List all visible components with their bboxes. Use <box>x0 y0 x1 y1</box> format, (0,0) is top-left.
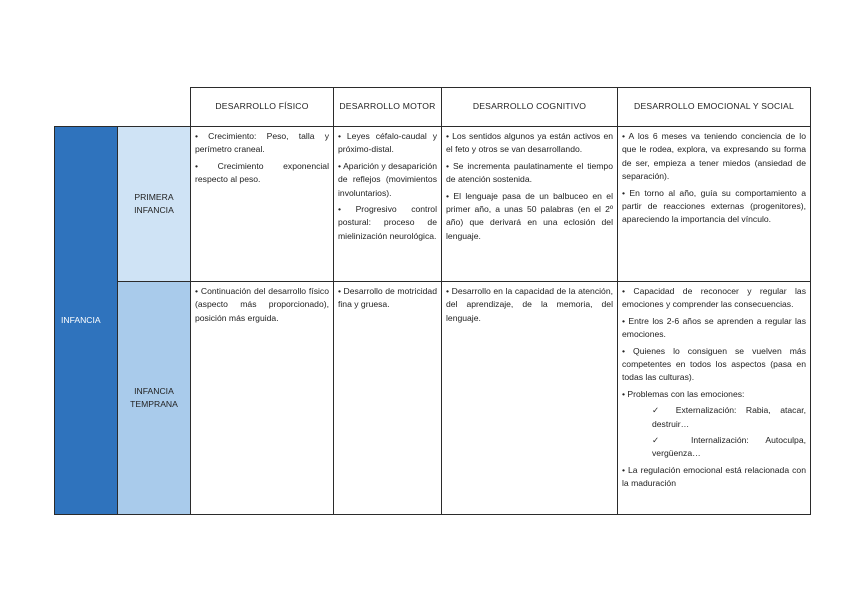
stage-label: INFANCIA <box>55 127 118 515</box>
bullet-item: • Continuación del desarrollo físico (aspecto más proporcionado), posición más erguida. <box>195 286 329 323</box>
table-row <box>55 282 811 515</box>
bullet-item: • Crecimiento exponencial respecto al peso. <box>195 160 329 185</box>
substage-label: PRIMERA INFANCIA <box>118 127 191 282</box>
cell-fisico <box>191 127 334 282</box>
header-row <box>55 88 811 127</box>
empty-corner-cell <box>118 88 191 127</box>
bullet-item: • Desarrollo en la capacidad de la atención, del aprendizaje, de la memoria, del lenguaje. <box>446 286 613 323</box>
cell-cognitivo <box>442 127 618 282</box>
bullet-item: • Quienes lo consiguen se vuelven más competentes en todos los aspectos (pasa en todas las culturas). <box>622 345 806 383</box>
check-item: ✓ Internalización: Autoculpa, vergüenza… <box>652 435 806 459</box>
bullet-item: • Problemas con las emociones: <box>622 388 745 399</box>
cell-fisico <box>191 282 334 515</box>
bullet-item: • A los 6 meses va teniendo conciencia de lo que le rodea, explora, va expresando su forma de ser, empieza a tener miedos (ansiedad de separación). <box>622 131 806 182</box>
header-cognitivo: DESARROLLO COGNITIVO <box>442 88 618 127</box>
header-emocional: DESARROLLO EMOCIONAL Y SOCIAL <box>618 88 811 127</box>
check-item: ✓ Externalización: Rabia, atacar, destruir… <box>652 405 806 429</box>
cell-motor <box>334 127 442 282</box>
bullet-item: • Progresivo control postural: proceso de mielinización neurológica. <box>338 204 437 241</box>
empty-corner-cell <box>55 88 118 127</box>
bullet-item: • El lenguaje pasa de un balbuceo en el primer año, a unas 50 palabras (en el 2º año) que derivará en una eclosión del lenguaje. <box>446 190 613 241</box>
header-fisico: DESARROLLO FÍSICO <box>191 88 334 127</box>
header-motor: DESARROLLO MOTOR <box>334 88 442 127</box>
bullet-item: • Se incrementa paulatinamente el tiempo de atención sostenida. <box>446 160 613 185</box>
cell-cognitivo <box>442 282 618 515</box>
bullet-item: • Aparición y desaparición de reflejos (movimientos involuntarios). <box>338 160 437 198</box>
bullet-item: • Crecimiento: Peso, talla y perímetro craneal. <box>195 131 329 155</box>
bullet-item: • Leyes céfalo-caudal y próximo-distal. <box>338 131 437 155</box>
cell-emocional <box>618 282 811 515</box>
bullet-item: • En torno al año, guía su comportamiento a partir de reacciones externas (progenitores), apareciendo la importancia del vínculo. <box>622 187 806 225</box>
substage-label: INFANCIA TEMPRANA <box>118 282 191 515</box>
table-row <box>55 127 811 282</box>
development-table <box>54 87 811 515</box>
bullet-item: • Desarrollo de motricidad fina y gruesa. <box>338 286 437 310</box>
bullet-item: • La regulación emocional está relacionada con la maduración <box>622 464 806 489</box>
bullet-item: • Capacidad de reconocer y regular las emociones y comprender las consecuencias. <box>622 286 806 310</box>
cell-motor <box>334 282 442 515</box>
bullet-item: • Entre los 2-6 años se aprenden a regular las emociones. <box>622 315 806 340</box>
bullet-item: • Los sentidos algunos ya están activos en el feto y otros se van desarrollando. <box>446 131 613 155</box>
cell-emocional <box>618 127 811 282</box>
